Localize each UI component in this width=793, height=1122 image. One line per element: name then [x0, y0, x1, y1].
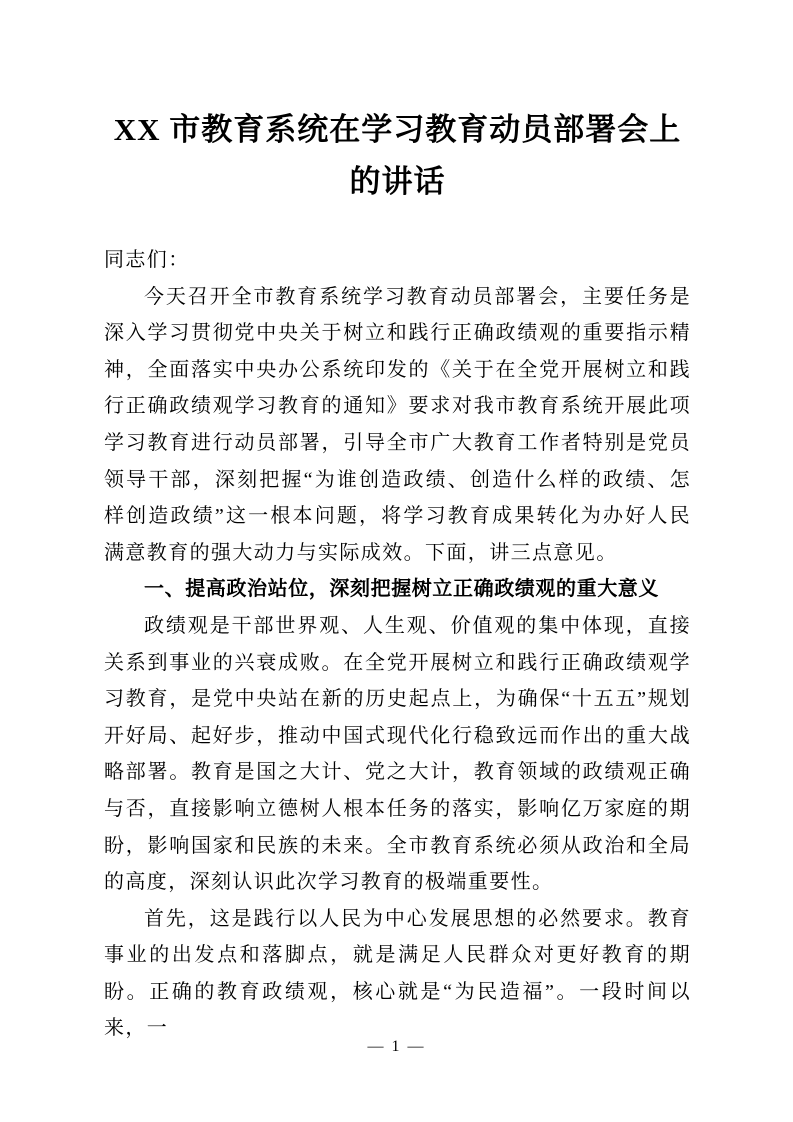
section-heading: 一、提高政治站位，深刻把握树立正确政绩观的重大意义: [144, 578, 659, 601]
page-number: — 1 —: [367, 1038, 426, 1055]
paragraph: 首先，这是践行以人民为中心发展思想的必然要求。教育事业的出发点和落脚点，就是满足人民群众对更好教育的期盼。正确的教育政绩观，核心就是“为民造福”。一段时间以来，一: [104, 907, 691, 1040]
paragraph: 今天召开全市教育系统学习教育动员部署会，主要任务是深入学习贯彻党中央关于树立和践行正确政绩观的重要指示精神，全面落实中央办公系统印发的《关于在全党开展树立和践行正确政绩观学习教育的通知》要求对我市教育系统开展此项学习教育进行动员部署，引导全市广大教育工作者特别是党员领导干部，深刻把握“为谁创造政绩、创造什么样的政绩、怎样创造政绩”这一根本问题，将学习教育成果转化为办好人民满意教育的强大动力与实际成效。下面，讲三点意见。: [104, 285, 691, 564]
document-content: [104, 104, 691, 1047]
document-title: XX 市教育系统在学习教育动员部署会上的讲话: [113, 112, 682, 199]
salutation: 同志们：: [104, 249, 190, 271]
paragraph: 政绩观是干部世界观、人生观、价值观的集中体现，直接关系到事业的兴衰成败。在全党开展树立和践行正确政绩观学习教育，是党中央站在新的历史起点上，为确保“十五五”规划开好局、起好步，推动中国式现代化行稳致远而作出的重大战略部署。教育是国之大计、党之大计，教育领域的政绩观正确与否，直接影响立德树人根本任务的落实，影响亿万家庭的期盼，影响国家和民族的未来。全市教育系统必须从政治和全局的高度，深刻认识此次学习教育的极端重要性。: [104, 614, 691, 894]
